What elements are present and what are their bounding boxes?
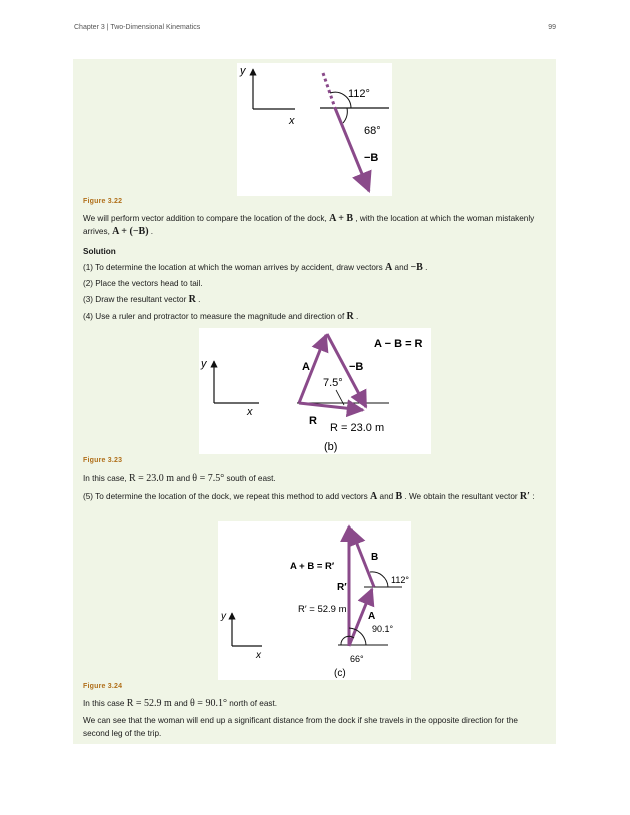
- angle-label-66: 66°: [350, 654, 364, 664]
- figure-caption-3-23: Figure 3.23: [83, 457, 123, 464]
- paragraph-conclusion: We can see that the woman will end up a significant distance from the dock if she travels in the opposite direction for the second leg of the trip.: [83, 716, 518, 738]
- label-r-prime: R′: [337, 582, 347, 593]
- page-number: 99: [548, 24, 556, 31]
- angle-label-112: 112°: [391, 575, 409, 585]
- angle-label-112: 112°: [348, 88, 370, 100]
- angle-label-68: 68°: [364, 125, 381, 137]
- angle-label: 7.5°: [323, 377, 343, 389]
- vector-neg-b: [335, 108, 369, 191]
- step-3: (3) Draw the resultant vector R .: [83, 294, 201, 305]
- figure-caption-3-24: Figure 3.24: [83, 683, 123, 690]
- label-neg-b: −B: [349, 361, 364, 373]
- vector-r: [299, 403, 363, 410]
- label-a: A: [368, 611, 376, 622]
- x-axis-label: x: [256, 650, 261, 661]
- result-1: In this case, R = 23.0 m and θ = 7.5° south of east.: [83, 473, 276, 484]
- panel-label: (c): [334, 668, 346, 679]
- solution-heading: Solution: [83, 247, 116, 256]
- y-axis-label: y: [221, 611, 226, 622]
- magnitude-label: R′ = 52.9 m: [298, 604, 347, 615]
- figure-caption-3-22: Figure 3.22: [83, 198, 123, 205]
- angle-arc-68: [343, 108, 347, 123]
- figure-3-22: [237, 63, 392, 196]
- x-axis-label: x: [289, 115, 295, 127]
- label-a: A: [302, 361, 310, 373]
- result-2: In this case R = 52.9 m and θ = 90.1° north of east.: [83, 698, 278, 709]
- figure-3-24: [218, 521, 411, 680]
- y-axis-label: y: [240, 65, 246, 77]
- equation-label: A + B = R′: [290, 561, 335, 572]
- equation-label: A − B = R: [374, 338, 423, 350]
- step-1: (1) To determine the location at which the woman arrives by accident, draw vectors A and −B .: [83, 262, 428, 273]
- dashed-extension: [323, 73, 335, 108]
- label-b: B: [371, 552, 379, 563]
- figure-3-23: [199, 328, 431, 454]
- paragraph-intro: We will perform vector addition to compare the location of the dock, A + B , with the location at which the woman mistakenly arrives, A + (−B) .: [83, 213, 535, 237]
- step-2: (2) Place the vectors head to tail.: [83, 279, 203, 288]
- label-r: R: [309, 415, 317, 427]
- x-axis-label: x: [247, 406, 253, 418]
- step-4: (4) Use a ruler and protractor to measure the magnitude and direction of R .: [83, 311, 359, 322]
- y-axis-label: y: [201, 358, 207, 370]
- angle-label-901: 90.1°: [372, 624, 394, 634]
- running-header-chapter: Chapter 3 | Two-Dimensional Kinematics: [74, 24, 201, 31]
- magnitude-label: R = 23.0 m: [330, 422, 385, 434]
- panel-label: (b): [324, 441, 338, 453]
- step-5: (5) To determine the location of the dock, we repeat this method to add vectors A and B . We obtain the resultant vector R′ :: [83, 491, 535, 502]
- vector-label-neg-b: −B: [364, 152, 379, 164]
